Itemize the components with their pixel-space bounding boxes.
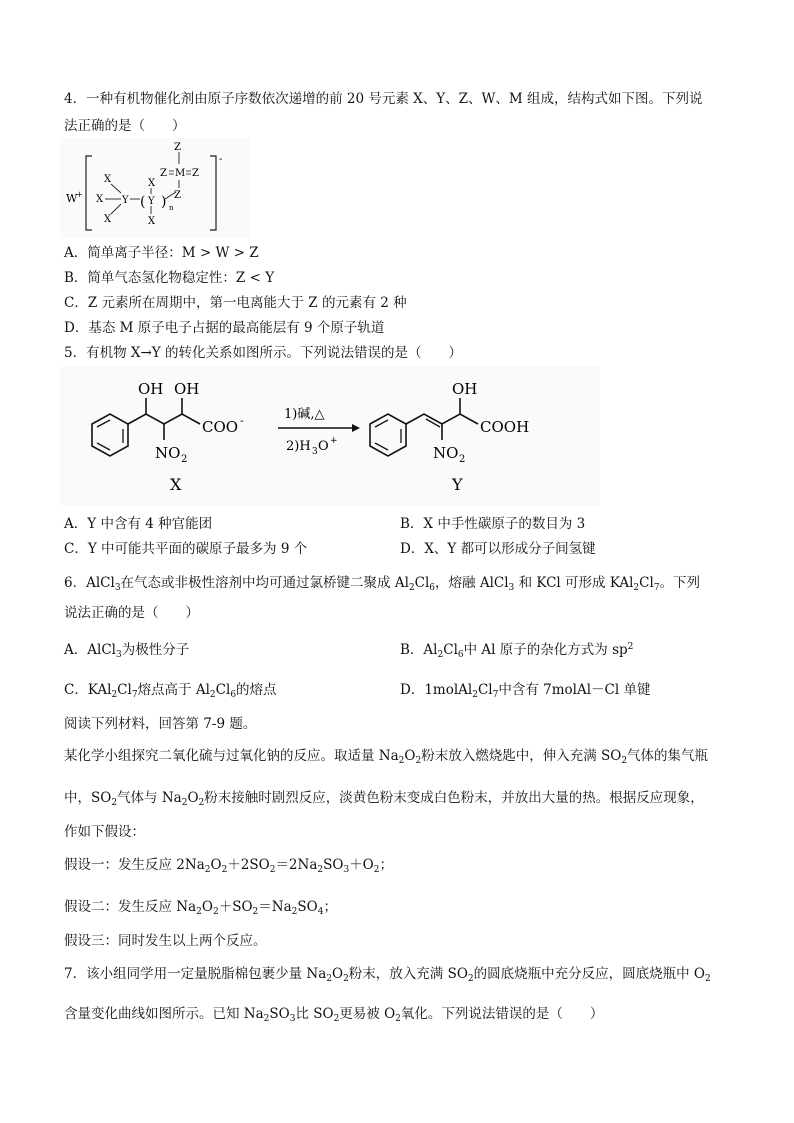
q5-option-b: B．X 中手性碳原子的数目为 3	[400, 516, 586, 532]
y-nitro-sub: 2	[459, 454, 466, 465]
reading-para-line2: 中，$SO_2$气体与 $Na_2O_2$粉末接触时剧烈反应，淡黄色粉末变成白色粉末，并放出大量的热。根据反应现象，	[64, 790, 704, 808]
condition-2: 2)H	[286, 439, 311, 454]
q7-stem-line2: 含量变化曲线如图所示。已知 $Na_2SO_3$比 $SO_2$更易被 $O_2$氧化。下列说法错误的是（ ）	[64, 1006, 604, 1024]
m-atom: M	[175, 168, 186, 179]
x-atom: X	[148, 216, 156, 227]
x-atom: X	[96, 194, 104, 205]
z-atom: Z	[174, 190, 181, 201]
q6-stem-line1: 6．AlCl$_3$在气态或非极性溶剂中均可通过氯桥键二聚成 $Al_2Cl_6$，熔融 AlCl$_3$ 和 KCl 可形成 $KAl_2Cl_7$。下列	[64, 575, 701, 593]
q4-option-a: A．简单离子半径：M > W > Z	[64, 245, 259, 261]
condition-1: 1)碱,△	[284, 407, 325, 422]
z-atom: Z	[174, 142, 181, 153]
q6-option-c: C．$KAl_2Cl_7$熔点高于 $Al_2Cl_6$的熔点	[64, 682, 277, 700]
paren-left: (	[140, 194, 146, 210]
anion-charge: -	[219, 154, 223, 165]
reading-para-line3: 作如下假设：	[64, 824, 145, 840]
x-atom: X	[104, 214, 112, 225]
x-carboxylate: COO	[202, 418, 239, 436]
repeat-n: n	[169, 204, 174, 212]
reading-para-line1: 某化学小组探究二氧化硫与过氧化钠的反应。取适量 $Na_2O_2$粉末放入燃烧匙中，伸入充满 $SO_2$气体的集气瓶	[64, 748, 709, 766]
condition-2-o: O	[318, 439, 329, 454]
y-atom: Y	[148, 196, 155, 207]
x-carboxylate-charge: -	[240, 414, 244, 427]
y-carboxyl: COOH	[480, 418, 530, 436]
condition-2-sub: 3	[312, 447, 318, 457]
reading-intro: 阅读下列材料，回答第 7-9 题。	[64, 716, 257, 732]
q7-stem-line1: 7．该小组同学用一定量脱脂棉包裹少量 $Na_2O_2$粉末，放入充满 $SO_2$的圆底烧瓶中充分反应，圆底烧瓶中 $O_2$	[64, 966, 711, 984]
q5-reaction-scheme	[60, 366, 600, 506]
w-charge: +	[76, 190, 83, 199]
q6-stem-line2: 说法正确的是（ ）	[64, 605, 199, 621]
q4-stem-line2: 法正确的是（ ）	[64, 118, 186, 134]
y-atom: Y	[122, 195, 129, 206]
hypothesis-2: 假设二：发生反应 $Na_2O_2+SO_2=Na_2SO_4$；	[64, 899, 337, 917]
condition-2-charge: +	[330, 436, 338, 446]
x-nitro-sub: 2	[181, 454, 188, 465]
q4-structure-formula	[60, 138, 250, 238]
q4-option-b: B．简单气态氢化物稳定性：Z < Y	[64, 270, 275, 286]
q5-stem: 5．有机物 X→Y 的转化关系如图所示。下列说法错误的是（ ）	[64, 345, 463, 361]
q5-option-c: C．Y 中可能共平面的碳原子最多为 9 个	[64, 541, 308, 557]
x-atom: X	[148, 178, 156, 189]
x-hydroxyl-1: OH	[138, 380, 164, 398]
q4-option-d: D．基态 M 原子电子占据的最高能层有 9 个原子轨道	[64, 320, 385, 336]
q5-option-d: D．X、Y 都可以形成分子间氢键	[400, 541, 596, 557]
label-y: Y	[452, 475, 463, 494]
y-nitro: NO	[433, 444, 459, 462]
x-hydroxyl-2: OH	[174, 380, 200, 398]
q6-option-b: B．$Al_2Cl_6$中 Al 原子的杂化方式为 $sp^2$	[400, 642, 634, 660]
w-atom: W	[66, 192, 78, 205]
q4-option-c: C．Z 元素所在周期中，第一电离能大于 Z 的元素有 2 种	[64, 295, 407, 311]
hypothesis-3: 假设三：同时发生以上两个反应。	[64, 933, 267, 949]
x-nitro: NO	[155, 444, 181, 462]
q6-option-a: A．AlCl$_3$为极性分子	[64, 642, 190, 660]
q4-stem-line1: 4．一种有机物催化剂由原子序数依次递增的前 20 号元素 X、Y、Z、W、M 组成，结构式如下图。下列说	[64, 91, 703, 107]
q6-option-d: D．$1molAl_2Cl_7$中含有 7molAl－Cl 单键	[400, 682, 651, 700]
label-x: X	[170, 475, 182, 494]
y-hydroxyl: OH	[452, 380, 478, 398]
z-atom: Z	[192, 168, 199, 179]
paren-right: )	[161, 194, 167, 210]
hypothesis-1: 假设一：发生反应 $2Na_2O_2+2SO_2=2Na_2SO_3+O_2$；	[64, 857, 393, 875]
z-atom: Z	[160, 168, 167, 179]
q5-option-a: A．Y 中含有 4 种官能团	[64, 516, 213, 532]
x-atom: X	[104, 174, 112, 185]
